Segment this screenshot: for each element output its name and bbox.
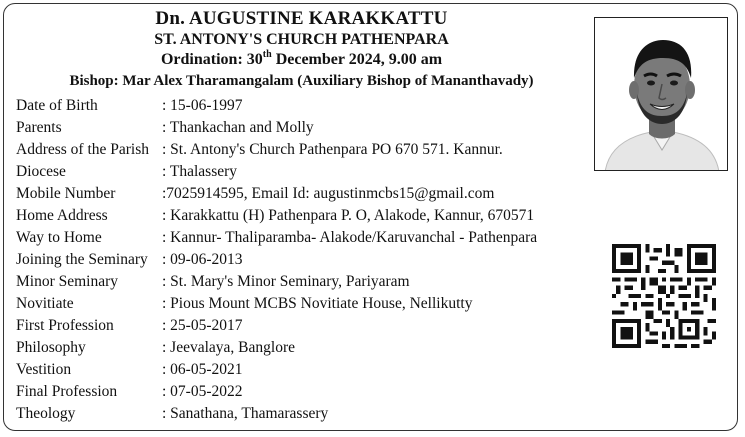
- detail-value: : 15-06-1997: [162, 97, 243, 114]
- ordination-suffix: December 2024, 9.00 am: [271, 51, 443, 68]
- portrait-illustration: [595, 18, 728, 171]
- detail-label: Parents: [16, 119, 62, 136]
- detail-value: : Jeevalaya, Banglore: [162, 339, 295, 356]
- detail-label: Date of Birth: [16, 97, 98, 114]
- detail-value: : 25-05-2017: [162, 317, 243, 334]
- detail-label: First Profession: [16, 317, 114, 334]
- detail-label: Way to Home: [16, 229, 102, 246]
- detail-value: : 07-05-2022: [162, 383, 243, 400]
- detail-label: Novitiate: [16, 295, 74, 312]
- detail-value: : Kannur- Thaliparamba- Alakode/Karuvanchal - Pathenpara: [162, 229, 538, 246]
- ordination-line: [4, 51, 599, 69]
- detail-value: : Sanathana, Thamarassery: [162, 405, 329, 422]
- detail-label: Address of the Parish: [16, 141, 150, 158]
- detail-label: Vestition: [16, 361, 72, 378]
- detail-label: Final Profession: [16, 383, 118, 400]
- detail-value: : 09-06-2013: [162, 251, 243, 268]
- detail-label: Home Address: [16, 207, 108, 224]
- detail-value: : St. Mary's Minor Seminary, Pariyaram: [162, 273, 410, 290]
- detail-value: : Pious Mount MCBS Novitiate House, Nellikutty: [162, 295, 473, 312]
- detail-label: Diocese: [16, 163, 66, 180]
- detail-value: : St. Antony's Church Pathenpara PO 670 571. Kannur.: [162, 141, 503, 158]
- detail-value: : 06-05-2021: [162, 361, 243, 378]
- detail-value: : Thankachan and Molly: [162, 119, 314, 136]
- person-name: Dn. AUGUSTINE KARAKKATTU: [155, 8, 448, 29]
- ordination-prefix: Ordination: 30: [160, 51, 263, 68]
- qr-code: [612, 244, 716, 348]
- detail-label: Mobile Number: [16, 185, 116, 202]
- detail-value: : Karakkattu (H) Pathenpara P. O, Alakode, Kannur, 670571: [162, 207, 535, 224]
- detail-label: Theology: [16, 405, 76, 422]
- detail-label: Minor Seminary: [16, 273, 119, 290]
- portrait-photo: [594, 17, 728, 171]
- detail-label: Joining the Seminary: [16, 251, 148, 268]
- detail-value: : Thalassery: [162, 163, 238, 180]
- detail-value: :7025914595, Email Id: augustinmcbs15@gmail.com: [162, 185, 495, 202]
- detail-label: Philosophy: [16, 339, 86, 356]
- profile-card: [3, 3, 738, 431]
- bishop-line: Bishop: Mar Alex Tharamangalam (Auxiliary Bishop of Mananthavady): [69, 73, 534, 89]
- ordination-superscript: th: [262, 49, 272, 60]
- parish-title: ST. ANTONY'S CHURCH PATHENPARA: [154, 31, 449, 48]
